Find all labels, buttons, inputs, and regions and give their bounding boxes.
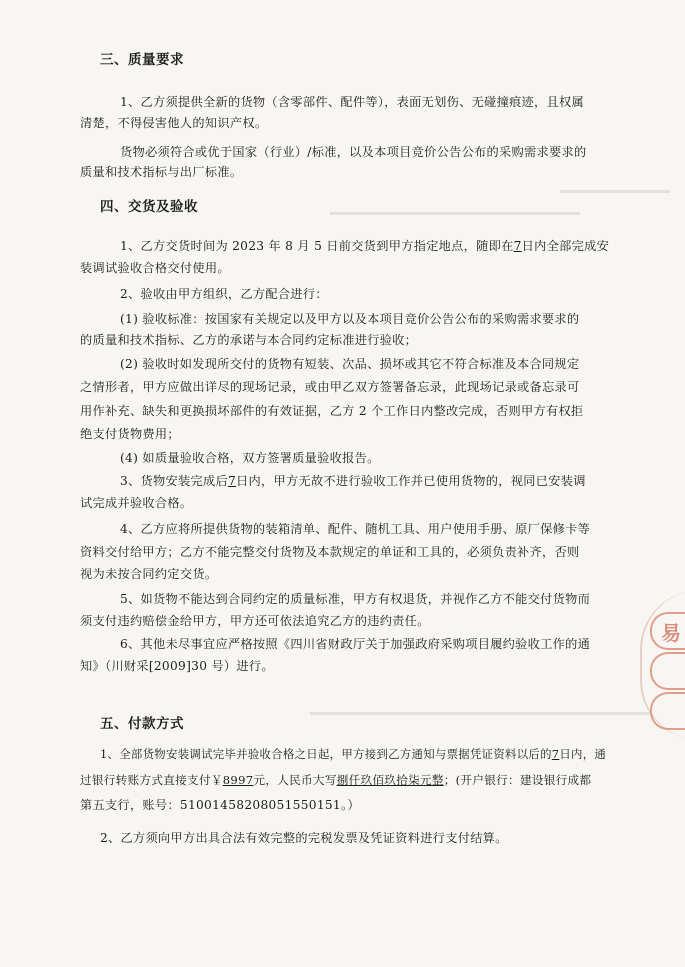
paragraph-line: (4) 如质量验收合格，双方签署质量验收报告。 [120,451,380,465]
bleed-through-mark [560,190,670,193]
paragraph-line: 视为未按合同约定交货。 [80,567,218,581]
bleed-through-mark [310,712,650,715]
paragraph-line: 之情形者，甲方应做出详尽的现场记录，或由甲乙双方签署备忘录，此现场记录或备忘录可 [80,380,580,394]
paragraph-line: (1) 验收标准：按国家有关规定以及甲方以及本项目竞价公告公布的采购需求要求的 [120,312,580,326]
text: 过银行转账方式直接支付￥ [80,773,223,787]
seal-stamp-char: 易 [650,612,685,650]
text: 日内，甲方无故不进行验收工作并已使用货物的，视同已安装调 [236,474,586,488]
paragraph-line: 用作补充、缺失和更换损坏部件的有效证据，乙方 2 个工作日内整改完成，否则甲方有权拒 [80,404,584,418]
bleed-through-mark [330,212,580,215]
paragraph-line [100,746,606,762]
paragraph-line: 6、其他未尽事宜应严格按照《四川省财政厅关于加强政府采购项目履约验收工作的通 [120,637,591,651]
paragraph-line: 清楚，不得侵害他人的知识产权。 [80,116,268,130]
payment-amount-in-words: 捌仟玖佰玖拾柒元整 [336,773,444,787]
paragraph-line: 1、乙方须提供全新的货物（含零部件、配件等），表面无划伤、无碰撞痕迹，且权属 [120,95,584,109]
section-title-delivery: 四、交货及验收 [100,199,198,215]
paragraph-line: 装调试验收合格交付使用。 [80,261,230,275]
paragraph-line: 绝支付货物费用； [80,427,180,441]
text: 3、货物安装完成后 [120,474,228,488]
paragraph-line: 知》（川财采[2009]30 号）进行。 [80,659,274,673]
paragraph-line: 须支付违约赔偿金给甲方，甲方还可依法追究乙方的违约责任。 [80,614,430,628]
seal-stamp-char [650,692,685,730]
text: 日内全部完成安 [521,239,610,253]
section-title-payment: 五、付款方式 [100,716,184,732]
paragraph-line: 第五支行，账号：51001458208051550151。） [80,798,360,812]
underlined-value: 7 [227,474,237,488]
paragraph-line: 2、验收由甲方组织，乙方配合进行： [120,287,328,301]
paragraph-line: 2、乙方须向甲方出具合法有效完整的完税发票及凭证资料进行支付结算。 [100,831,508,845]
paragraph-line [80,772,591,788]
paragraph-line: 货物必须符合或优于国家（行业）/标准，以及本项目竞价公告公布的采购需求要求的 [120,145,587,159]
paragraph-line: (2) 验收时如发现所交付的货物有短装、次品、损坏或其它不符合标准及本合同规定 [120,357,580,371]
text: 元，人民币大写 [253,773,337,787]
underlined-value: 7 [551,747,560,761]
seal-stamp-char [650,652,685,690]
payment-amount: 8997 [222,773,254,787]
paragraph-line: 4、乙方应将所提供货物的装箱清单、配件、随机工具、用户使用手册、原厂保修卡等 [120,522,591,536]
underlined-value: 7 [513,239,522,253]
text: 日内，通 [559,747,607,761]
paragraph-line: 5、如货物不能达到合同约定的质量标准，甲方有权退货，并视作乙方不能交付货物而 [120,592,591,606]
paragraph-line: 质量和技术指标与出厂标准。 [80,165,243,179]
text: 1、全部货物安装调试完毕并验收合格之日起，甲方接到乙方通知与票据凭证资料以后的 [100,747,552,761]
paragraph-line [120,237,609,254]
section-title-quality: 三、质量要求 [100,52,184,68]
paragraph-line [120,472,586,489]
paragraph-line: 试完成并验收合格。 [80,496,193,510]
text: 1、乙方交货时间为 2023 年 8 月 5 日前交货到甲方指定地点，随即在 [120,239,514,253]
paragraph-line: 资料交付给甲方；乙方不能完整交付货物及本款规定的单证和工具的，必须负责补齐，否则 [80,545,580,559]
paragraph-line: 的质量和技术指标、乙方的承诺与本合同约定标准进行验收； [80,333,418,347]
text: ；(开户银行：建设银行成都 [443,773,592,787]
